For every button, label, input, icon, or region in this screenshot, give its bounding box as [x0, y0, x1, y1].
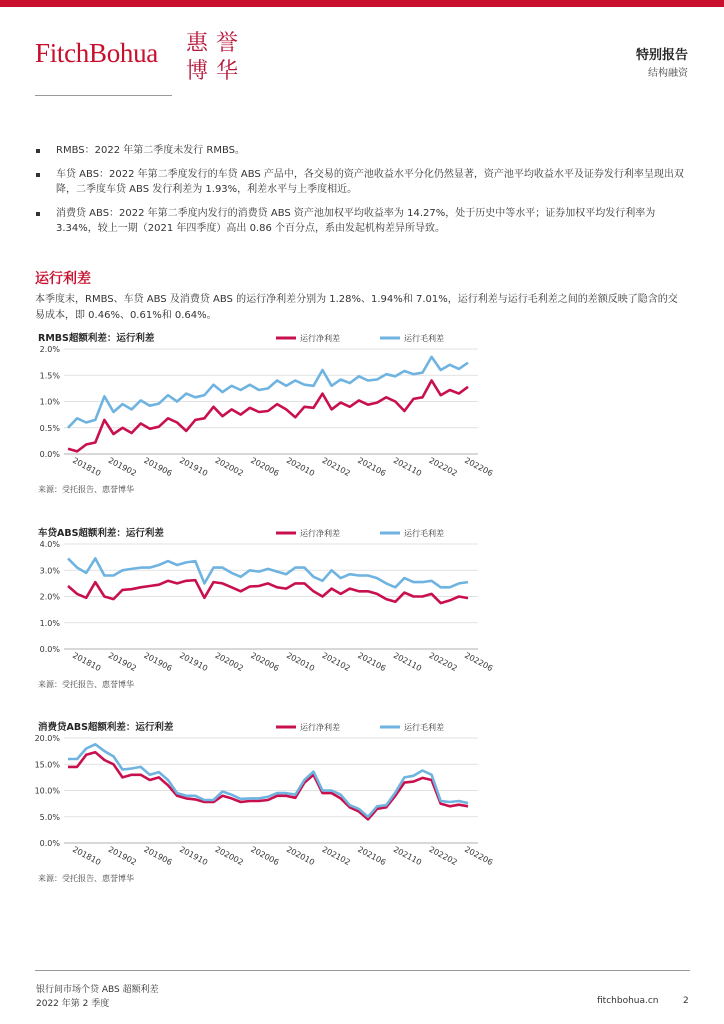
svg-text:惠: 惠	[186, 31, 209, 56]
y-tick-label: 3.0%	[39, 566, 60, 576]
bullet-marker	[36, 212, 40, 216]
logo-wordmark: FitchBohua	[35, 38, 158, 68]
x-tick-label: 202110	[391, 650, 423, 674]
x-tick-label: 202006	[249, 455, 281, 479]
x-tick-label: 201910	[177, 844, 210, 868]
bullet-text: 消费贷 ABS：2022 年第二季度内发行的消费贷 ABS 资产池加权平均收益率为 14.27%，处于历史中等水平；证券加权平均发行利率为 3.34%，较上一期（2021 年四季度）高出 0.86 个百分点，系由发起机构差异所导致。	[56, 207, 656, 234]
y-tick-label: 0.0%	[39, 839, 60, 848]
y-tick-label: 5.0%	[39, 812, 60, 822]
net-spread-line	[68, 752, 468, 819]
chart-title: 车贷ABS超额利差：运行利差	[38, 528, 164, 539]
x-tick-label: 202206	[463, 650, 495, 674]
x-tick-label: 201906	[142, 650, 174, 674]
section-paragraph: 本季度末，RMBS、车贷 ABS 及消费贷 ABS 的运行净利差分别为 1.28%、1.94%和 7.01%，运行利差与运行毛利差之间的差额反映了隐含的交易成本，即 0.46%、0.61%和 0.64%。	[35, 294, 678, 321]
x-tick-label: 201902	[106, 650, 138, 674]
x-tick-label: 202102	[320, 455, 352, 479]
x-tick-label: 202006	[249, 844, 281, 868]
auto-abs-spread-chart	[28, 523, 495, 693]
bullet-item	[36, 167, 686, 198]
x-tick-label: 201906	[142, 844, 174, 868]
x-tick-label: 201902	[106, 455, 138, 479]
x-tick-label: 202002	[213, 844, 245, 868]
gross-spread-line	[68, 357, 468, 428]
legend-label: 运行净利差	[300, 334, 340, 343]
bullet-item	[36, 206, 686, 237]
x-tick-label: 201810	[71, 650, 103, 674]
x-tick-label: 202206	[463, 844, 495, 868]
y-tick-label: 0.0%	[39, 645, 60, 654]
y-tick-label: 1.0%	[39, 618, 60, 628]
footer-divider	[35, 970, 690, 971]
x-tick-label: 202206	[463, 455, 495, 479]
legend-label: 运行毛利差	[404, 723, 444, 732]
bullet-item	[36, 143, 686, 159]
x-tick-label: 202106	[356, 650, 388, 674]
footer-period: 2022 年第 2 季度	[36, 999, 110, 1009]
bullet-text: 车贷 ABS：2022 年第二季度发行的车贷 ABS 产品中，各交易的资产池收益水平分化仍然显著，资产池平均收益水平及证券发行利率呈现出双降，二季度车贷 ABS 发行利差为 1.93%，利差水平与上季度相近。	[56, 168, 684, 195]
x-tick-label: 202010	[284, 455, 317, 479]
x-tick-label: 202110	[391, 844, 423, 868]
y-tick-label: 15.0%	[34, 760, 60, 770]
x-tick-label: 202110	[391, 455, 423, 479]
chart-source-note: 来源：受托报告、惠誉博华	[38, 874, 134, 883]
svg-text:博: 博	[186, 59, 209, 84]
x-tick-label: 202102	[320, 650, 352, 674]
bullet-list	[36, 143, 686, 245]
legend-label: 运行毛利差	[404, 334, 444, 343]
bullet-marker	[36, 173, 40, 177]
y-tick-label: 20.0%	[34, 734, 60, 743]
x-tick-label: 202202	[427, 844, 459, 868]
page-number: 2	[683, 996, 689, 1006]
x-tick-label: 202002	[213, 455, 245, 479]
y-tick-label: 1.5%	[39, 371, 60, 381]
y-tick-label: 2.0%	[39, 592, 60, 602]
x-tick-label: 202202	[427, 455, 459, 479]
net-spread-line	[68, 381, 468, 452]
chart-title: RMBS超额利差：运行利差	[38, 333, 155, 344]
x-tick-label: 201906	[142, 455, 174, 479]
x-tick-label: 201910	[177, 455, 210, 479]
y-tick-label: 0.5%	[39, 423, 60, 433]
x-tick-label: 202202	[427, 650, 459, 674]
x-tick-label: 202102	[320, 844, 352, 868]
chart-title: 消费贷ABS超额利差：运行利差	[38, 722, 174, 733]
x-tick-label: 201810	[71, 455, 103, 479]
consumer-abs-spread-chart	[28, 717, 495, 887]
y-tick-label: 10.0%	[34, 786, 60, 796]
logo-divider	[35, 95, 172, 96]
report-type-title: 特别报告	[635, 48, 688, 63]
legend-label: 运行净利差	[300, 723, 340, 732]
x-tick-label: 202010	[284, 650, 317, 674]
svg-text:华: 华	[216, 59, 239, 84]
legend-label: 运行毛利差	[404, 529, 444, 538]
report-category: 结构融资	[648, 68, 688, 79]
svg-text:誉: 誉	[216, 31, 239, 56]
y-tick-label: 1.0%	[39, 397, 60, 407]
top-accent-bar	[0, 0, 724, 7]
section-title: 运行利差	[35, 271, 91, 287]
footer-report-name: 银行间市场个贷 ABS 超额利差	[36, 985, 159, 995]
rmbs-spread-chart	[28, 328, 495, 498]
chart-source-note: 来源：受托报告、惠誉博华	[38, 680, 134, 689]
x-tick-label: 201910	[177, 650, 210, 674]
x-tick-label: 201902	[106, 844, 138, 868]
x-tick-label: 201810	[71, 844, 103, 868]
bullet-marker	[36, 149, 40, 153]
y-tick-label: 2.0%	[39, 345, 60, 354]
x-tick-label: 202006	[249, 650, 281, 674]
net-spread-line	[68, 580, 468, 603]
chart-source-note: 来源：受托报告、惠誉博华	[38, 485, 134, 494]
y-tick-label: 0.0%	[39, 450, 60, 459]
y-tick-label: 4.0%	[39, 540, 60, 549]
seal-logo	[184, 26, 246, 82]
bullet-text: RMBS：2022 年第二季度未发行 RMBS。	[56, 145, 246, 156]
x-tick-label: 202106	[356, 455, 388, 479]
x-tick-label: 202106	[356, 844, 388, 868]
footer-website: fitchbohua.cn	[597, 996, 659, 1006]
legend-label: 运行净利差	[300, 529, 340, 538]
x-tick-label: 202002	[213, 650, 245, 674]
gross-spread-line	[68, 744, 468, 817]
x-tick-label: 202010	[284, 844, 317, 868]
